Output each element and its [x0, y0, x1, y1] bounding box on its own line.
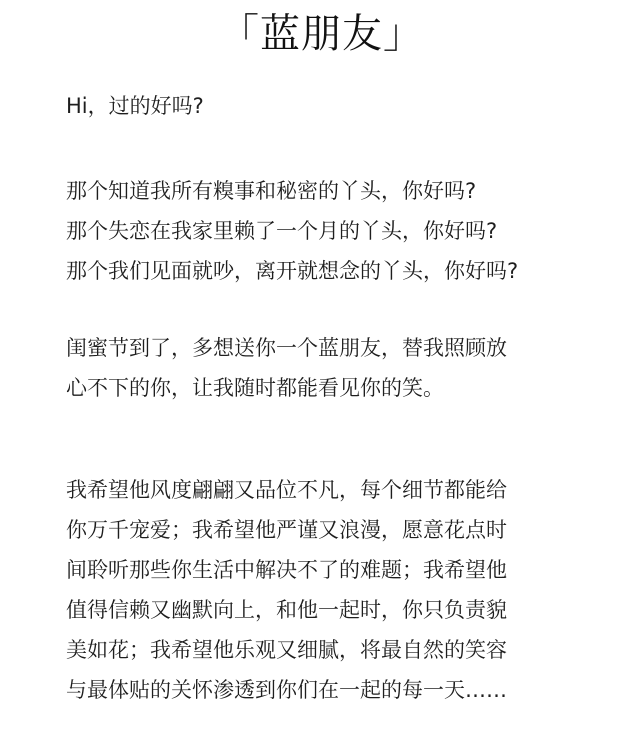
text-line: 我希望他风度翩翩又品位不凡，每个细节都能给	[66, 478, 507, 502]
paragraph-greeting	[66, 86, 636, 126]
text-line: 闺蜜节到了，多想送你一个蓝朋友，替我照顾放	[66, 336, 507, 360]
text-line: 那个知道我所有糗事和秘密的丫头，你好吗?	[66, 179, 477, 203]
page-title: 「蓝朋友」	[219, 11, 424, 57]
text-line: 与最体贴的关怀渗透到你们在一起的每一天……	[66, 678, 507, 702]
text-line: 心不下的你，让我随时都能看见你的笑。	[66, 376, 444, 400]
text-line: 那个失恋在我家里赖了一个月的丫头，你好吗?	[66, 219, 498, 243]
paragraph-gift	[66, 328, 636, 408]
text-line: Hi，过的好吗?	[66, 94, 204, 118]
paragraph-memories	[66, 171, 636, 291]
text-line: 那个我们见面就吵，离开就想念的丫头，你好吗?	[66, 259, 519, 283]
text-line: 间聆听那些你生活中解决不了的难题；我希望他	[66, 558, 507, 582]
text-line: 美如花；我希望他乐观又细腻，将最自然的笑容	[66, 638, 507, 662]
text-line: 你万千宠爱；我希望他严谨又浪漫，愿意花点时	[66, 518, 507, 542]
paragraph-wish	[66, 470, 636, 710]
text-line: 值得信赖又幽默向上，和他一起时，你只负责貌	[66, 598, 507, 622]
